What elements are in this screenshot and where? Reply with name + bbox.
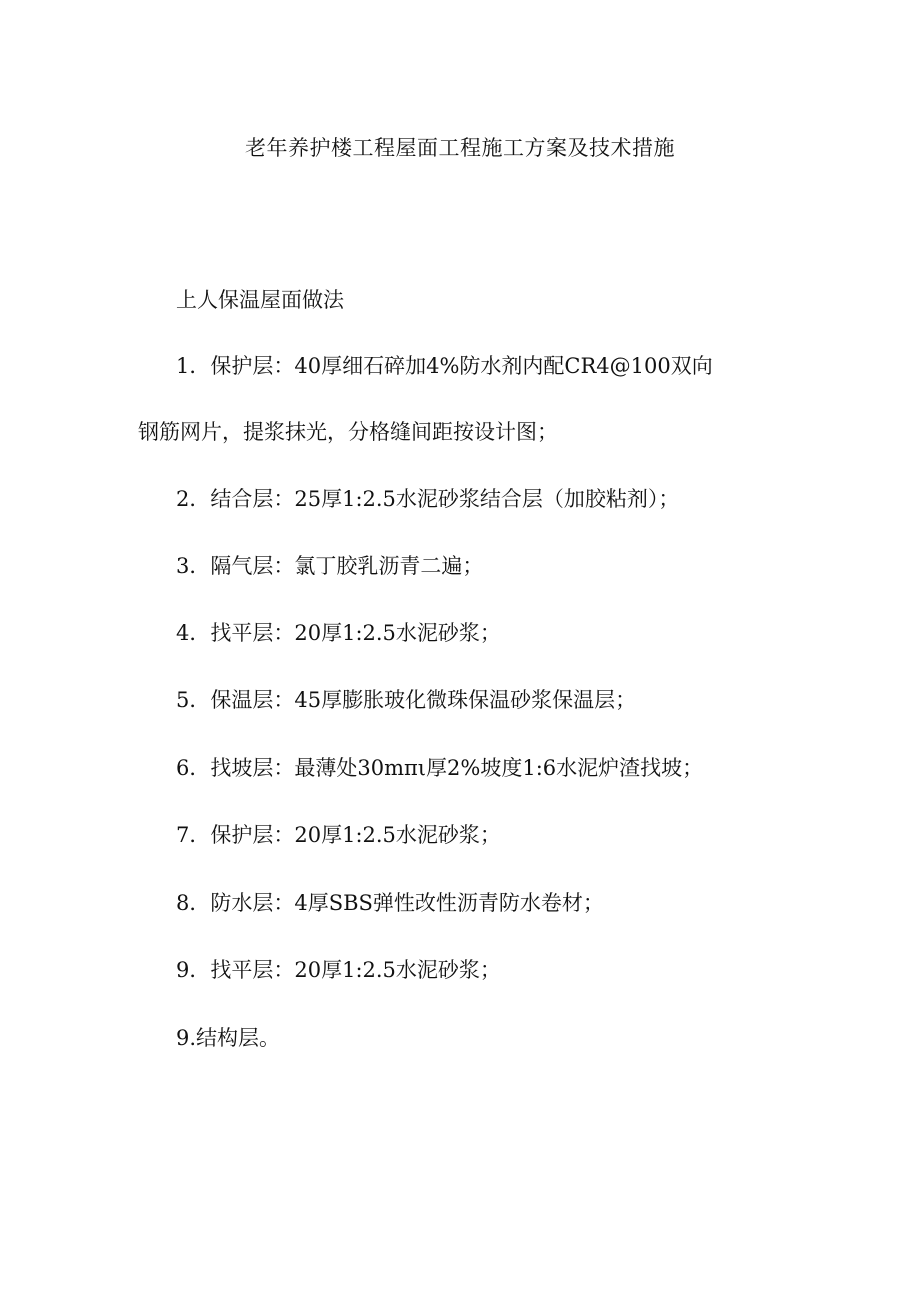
list-item-7: 7．保护层：20厚1:2.5水泥砂浆； bbox=[176, 823, 501, 847]
list-item-9: 9．找平层：20厚1:2.5水泥砂浆； bbox=[176, 958, 501, 982]
list-item-4: 4．找平层：20厚1:2.5水泥砂浆； bbox=[176, 621, 501, 645]
list-item-10: 9.结构层。 bbox=[176, 1026, 281, 1050]
list-item-8: 8．防水层：4厚SBS弹性改性沥青防水卷材； bbox=[176, 891, 604, 915]
list-item-1-continuation: 钢筋网片，提浆抹光，分格缝间距按设计图； bbox=[138, 420, 558, 444]
list-item-6: 6．找坡层：最薄处30mπι厚2%坡度1:6水泥炉渣找坡； bbox=[176, 756, 704, 780]
document-title: 老年养护楼工程屋面工程施工方案及技术措施 bbox=[245, 136, 675, 160]
list-item-3: 3．隔气层：氯丁胶乳沥青二遍； bbox=[176, 554, 484, 578]
section-heading: 上人保温屋面做法 bbox=[176, 288, 344, 312]
list-item-5: 5．保温层：45厚膨胀玻化微珠保温砂浆保温层； bbox=[176, 688, 637, 712]
list-item-2: 2．结合层：25厚1:2.5水泥砂浆结合层（加胶粘剂）； bbox=[176, 487, 680, 511]
list-item-1: 1．保护层：40厚细石碎加4%防水剂内配CR4@100双向 bbox=[176, 354, 713, 378]
